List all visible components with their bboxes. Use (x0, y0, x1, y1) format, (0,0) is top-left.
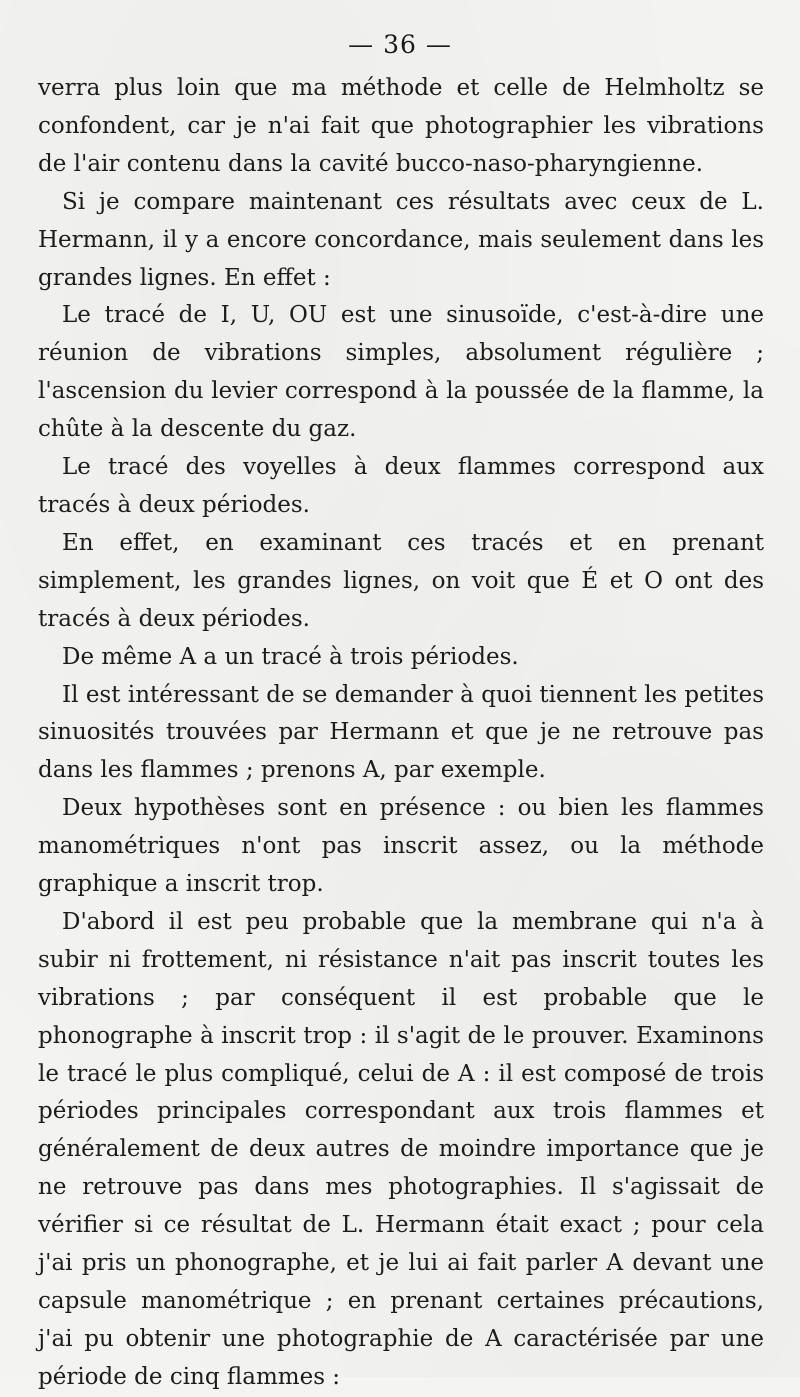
paragraph-5: En effet, en examinant ces tracés et en prenant simplement, les grandes lignes, on voit que É et O ont des tracés à deux périodes. (38, 529, 764, 632)
paragraph-9: D'abord il est peu probable que la membrane qui n'a à subir ni frottement, ni résistance n'ait pas inscrit toutes les vibrations ; par conséquent il est probable que le phonographe à inscrit trop : il s'agit de le prouver. Examinons le tracé le plus compliqué, celui de A : il est composé de trois périodes principales correspondant aux trois flammes et généralement de deux autres de moindre importance que je ne retrouve pas dans mes photographies. Il s'agissait de vérifier si ce résultat de L. Hermann était exact ; pour cela j'ai pris un phonographe, et je lui ai fait parler A devant une capsule manométrique ; en prenant certaines précautions, j'ai pu obtenir une photographie de A caractérisée par une période de cinq flammes : (38, 908, 764, 1390)
body-text (38, 70, 764, 1397)
paragraph-2: Si je compare maintenant ces résultats avec ceux de L. Hermann, il y a encore concordance, mais seulement dans les grandes lignes. En effet : (38, 188, 764, 291)
paragraph-6: De même A a un tracé à trois périodes. (62, 643, 519, 670)
paragraph-1: verra plus loin que ma méthode et celle de Helmholtz se confondent, car je n'ai fait que photographier les vibrations de l'air contenu dans la cavité bucco-naso-pharyngienne. (38, 75, 764, 177)
paragraph-4: Le tracé des voyelles à deux flammes correspond aux tracés à deux périodes. (38, 454, 764, 518)
paragraph-7: Il est intéressant de se demander à quoi tiennent les petites sinuosités trouvées par Hermann et que je ne retrouve pas dans les flammes ; prenons A, par exemple. (38, 681, 764, 784)
paragraph-3: Le tracé de I, U, OU est une sinusoïde, c'est-à-dire une réunion de vibrations simples, absolument régulière ; l'ascension du levier correspond à la poussée de la flamme, la chûte à la descente du gaz. (38, 302, 764, 443)
paragraph-8: Deux hypothèses sont en présence : ou bien les flammes manométriques n'ont pas inscrit assez, ou la méthode graphique a inscrit trop. (38, 795, 764, 898)
page-number: — 36 — (348, 30, 452, 59)
